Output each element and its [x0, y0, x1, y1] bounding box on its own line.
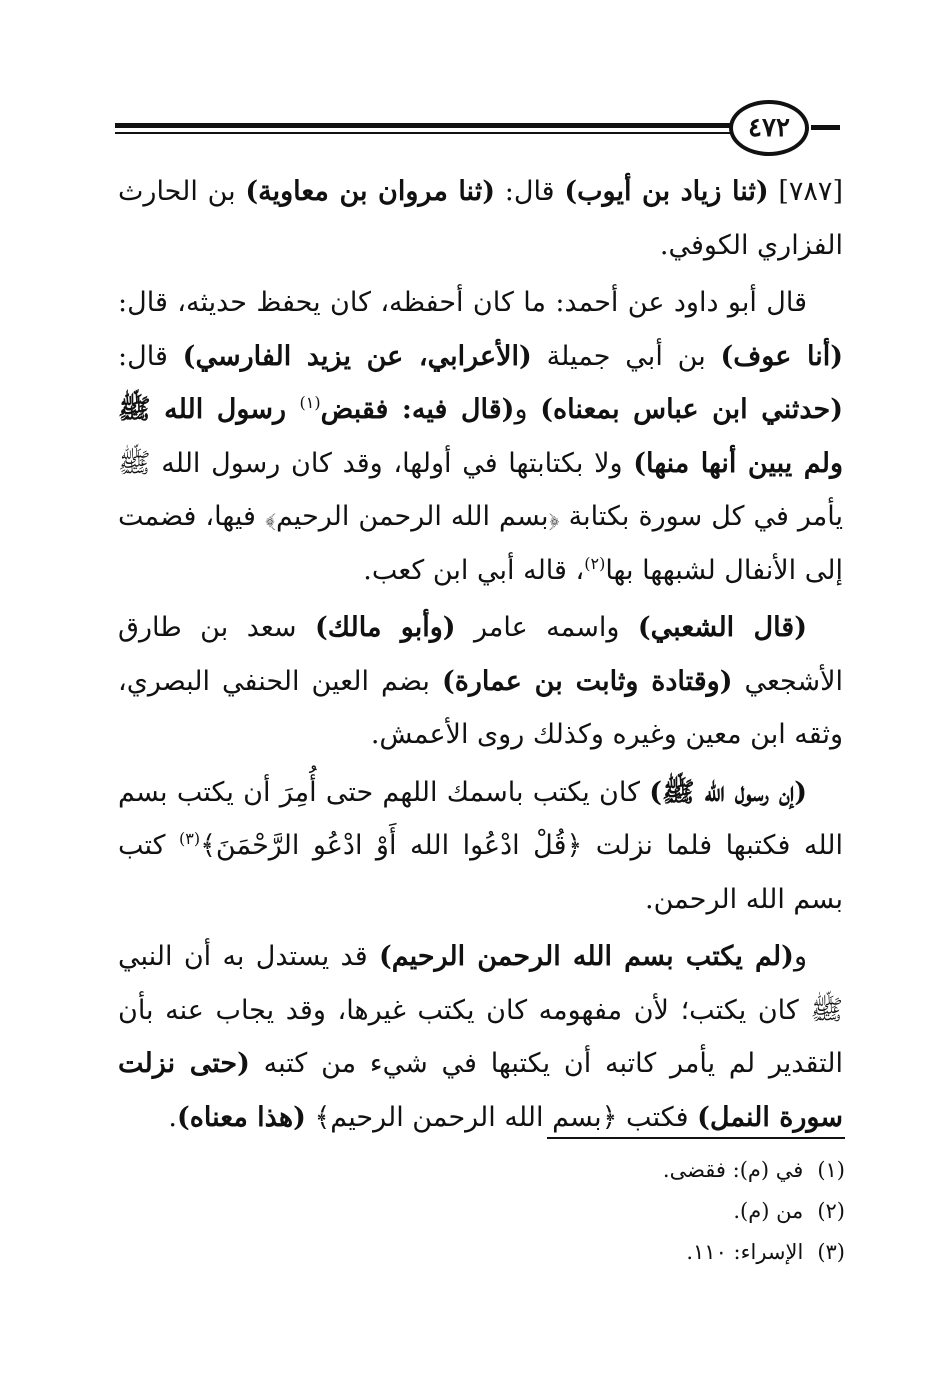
commentary-text: واسمه عامر — [455, 612, 638, 643]
commentary-text: و — [514, 394, 541, 425]
bold-quote: (وقتادة وثابت بن عمارة) — [441, 665, 733, 697]
header-rule-thin — [115, 132, 733, 134]
page-header — [115, 100, 840, 160]
footnote-text: الإسراء: ١١٠. — [686, 1240, 804, 1264]
commentary-text: قد يستدل به أن النبي ﷺ كان يكتب؛ لأن مفهومه كان يكتب غيرها، وقد يجاب عنه بأن التقدير لم يأمر كاتبه أن يكتبها في شيء من كتبه — [118, 941, 843, 1079]
commentary-text: قال: — [118, 340, 183, 372]
bold-quote: (ثنا زياد بن أيوب) — [564, 176, 769, 207]
footnote-item — [500, 1191, 845, 1232]
commentary-text: كتب بسم الله الرحمن. — [118, 830, 843, 915]
commentary-text: قال أبو داود عن أحمد: ما كان أحفظه، كان يحفظ حديثه، قال: — [118, 287, 807, 318]
bold-quote: (ثنا مروان بن معاوية) — [245, 176, 495, 207]
bold-quote: (أنا عوف) — [720, 340, 844, 372]
bold-quote: (لم يكتب بسم الله الرحمن الرحيم) — [378, 941, 794, 972]
paragraph-p1 — [118, 165, 843, 272]
bold-quote: (إن رسول الله ﷺ) — [649, 776, 808, 808]
commentary-text: كان يكتب باسمك اللهم حتى أُمِرَ أن يكتب بسم الله فكتبها فلما نزلت ﴿قُلْ ادْعُوا الله أَوْ ادْعُو الرَّحْمَنَ﴾ — [118, 776, 843, 861]
header-rule-right — [811, 125, 840, 130]
footnote-number: (٣) — [817, 1240, 845, 1264]
bold-quote: (قال فيه: فقبض — [320, 394, 515, 425]
commentary-text: سعد بن طارق الأشجعي — [118, 612, 843, 697]
header-rule-thick — [115, 123, 733, 128]
bold-quote: (وأبو مالك) — [315, 612, 456, 643]
bold-quote: رسول الله ﷺ ولم يبين أنها منها) — [118, 394, 843, 479]
footnote-item — [500, 1150, 845, 1191]
bold-quote: (حدثني ابن عباس بمعناه) — [540, 394, 843, 425]
footnote-item — [500, 1232, 845, 1273]
bold-quote: (حتى نزلت سورة النمل) — [118, 1048, 843, 1133]
footnote-text: من (م). — [733, 1199, 804, 1223]
commentary-text: بن أبي جميلة — [531, 340, 721, 372]
commentary-text: و — [793, 941, 807, 972]
commentary-text: ولا بكتابتها في أولها، وقد كان رسول الله ﷺ يأمر في كل سورة بكتابة ﴿بسم الله الرحمن الرحيم﴾ فيها، فضمت إلى الأنفال لشبهها بها — [118, 447, 843, 586]
commentary-text: . — [168, 1101, 177, 1133]
paragraph-p3 — [118, 601, 843, 762]
footnote-marker: (١) — [299, 393, 321, 412]
footnote-marker: (٣) — [179, 829, 201, 848]
commentary-text: فكتب ﴿بسم الله الرحمن الرحيم﴾ — [305, 1101, 698, 1133]
bold-quote: (الأعرابي، عن يزيد الفارسي) — [182, 340, 532, 372]
paragraph-p4 — [118, 766, 843, 927]
paragraph-p5 — [118, 930, 843, 1144]
page-number: ٤٧٢ — [748, 113, 790, 143]
bold-quote: (قال الشعبي) — [637, 612, 807, 643]
commentary-text: [٧٨٧] — [768, 176, 843, 207]
page-body — [118, 165, 843, 1148]
paragraph-p2 — [118, 276, 843, 597]
commentary-text: ، قاله أبي ابن كعب. — [363, 554, 585, 586]
commentary-text: بن الحارث الفزاري الكوفي. — [118, 176, 843, 261]
commentary-text: قال: — [495, 176, 565, 207]
footnote-number: (١) — [817, 1158, 845, 1182]
footnote-number: (٢) — [817, 1199, 845, 1223]
footnote-separator — [547, 1137, 845, 1139]
footnote-marker: (٢) — [584, 553, 606, 573]
commentary-text: بضم العين الحنفي البصري، وثقه ابن معين وغيره وكذلك روى الأعمش. — [118, 665, 843, 750]
bold-quote: (هذا معناه) — [177, 1101, 306, 1133]
page-number-badge — [729, 100, 809, 156]
footnote-text: في (م): فقضى. — [662, 1158, 804, 1182]
footnotes — [500, 1150, 845, 1273]
